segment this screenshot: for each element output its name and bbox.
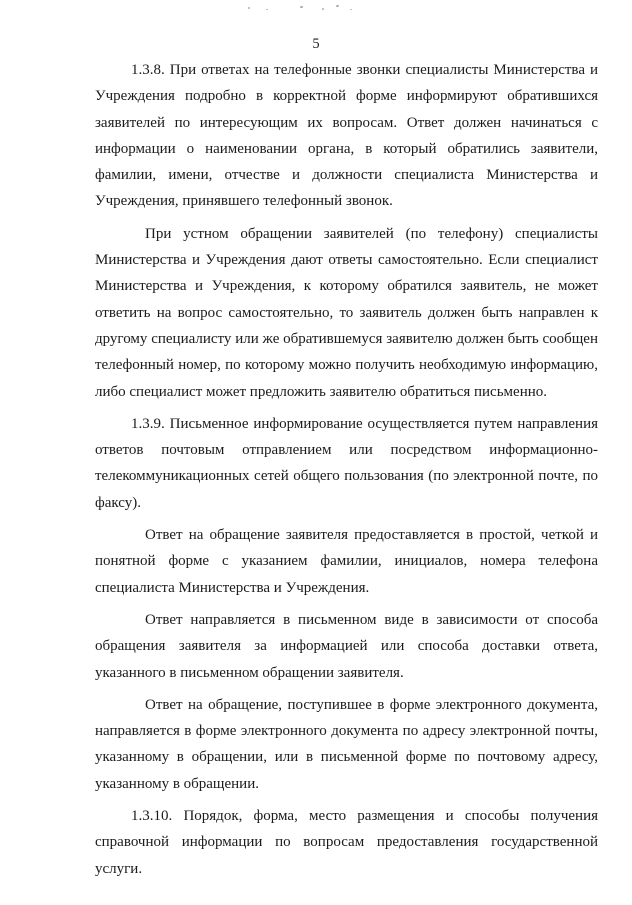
paragraph-clause-1-3-9: 1.3.9. Письменное информирование осуществляется путем направления ответов почтовым отправлением или посредством информационно-телекоммуникационных сетей общего пользования (по электронной почте, по факсу). [95,415,598,511]
scan-speck [248,7,250,9]
document-body [95,57,598,882]
paragraph-answer-electronic: Ответ на обращение, поступившее в форме электронного документа, направляется в форме электронного документа по адресу электронной почты, указанному в обращении, или в письменной форме по почтовому адресу, указанному в обращении. [95,696,598,792]
paragraph-clause-1-3-8: 1.3.8. При ответах на телефонные звонки специалисты Министерства и Учреждения подробно в корректной форме информируют обратившихся заявителей по интересующим их вопросам. Ответ должен начинаться с информации о наименовании органа, в который обратились заявители, фамилии, имени, отчестве и должности специалиста Министерства и Учреждения, принявшего телефонный звонок. [95,62,598,210]
page-number: 5 [312,36,320,52]
scan-speck [350,9,352,10]
scan-speck [300,6,303,8]
scan-speck [322,8,324,10]
paragraph-answer-form: Ответ на обращение заявителя предоставляется в простой, четкой и понятной форме с указанием фамилии, инициалов, номера телефона специалиста Министерства и Учреждения. [95,527,598,596]
scan-speck [266,9,268,10]
paragraph-answer-written: Ответ направляется в письменном виде в зависимости от способа обращения заявителя за информацией или способа доставки ответа, указанного в письменном обращении заявителя. [95,611,598,681]
paragraph-clause-1-3-10: 1.3.10. Порядок, форма, место размещения и способы получения справочной информации по вопросам предоставления государственной услуги. [95,808,598,877]
scan-speck [336,5,339,7]
paragraph-oral-inquiry: При устном обращении заявителей (по телефону) специалисты Министерства и Учреждения дают ответы самостоятельно. Если специалист Министерства и Учреждения, к которому обратился заявитель, не может ответить на вопрос самостоятельно, то заявитель должен быть направлен к другому специалисту или же обратившемуся заявителю должен быть сообщен телефонный номер, по которому можно получить необходимую информацию, либо специалист может предложить заявителю обратиться письменно. [95,225,598,400]
